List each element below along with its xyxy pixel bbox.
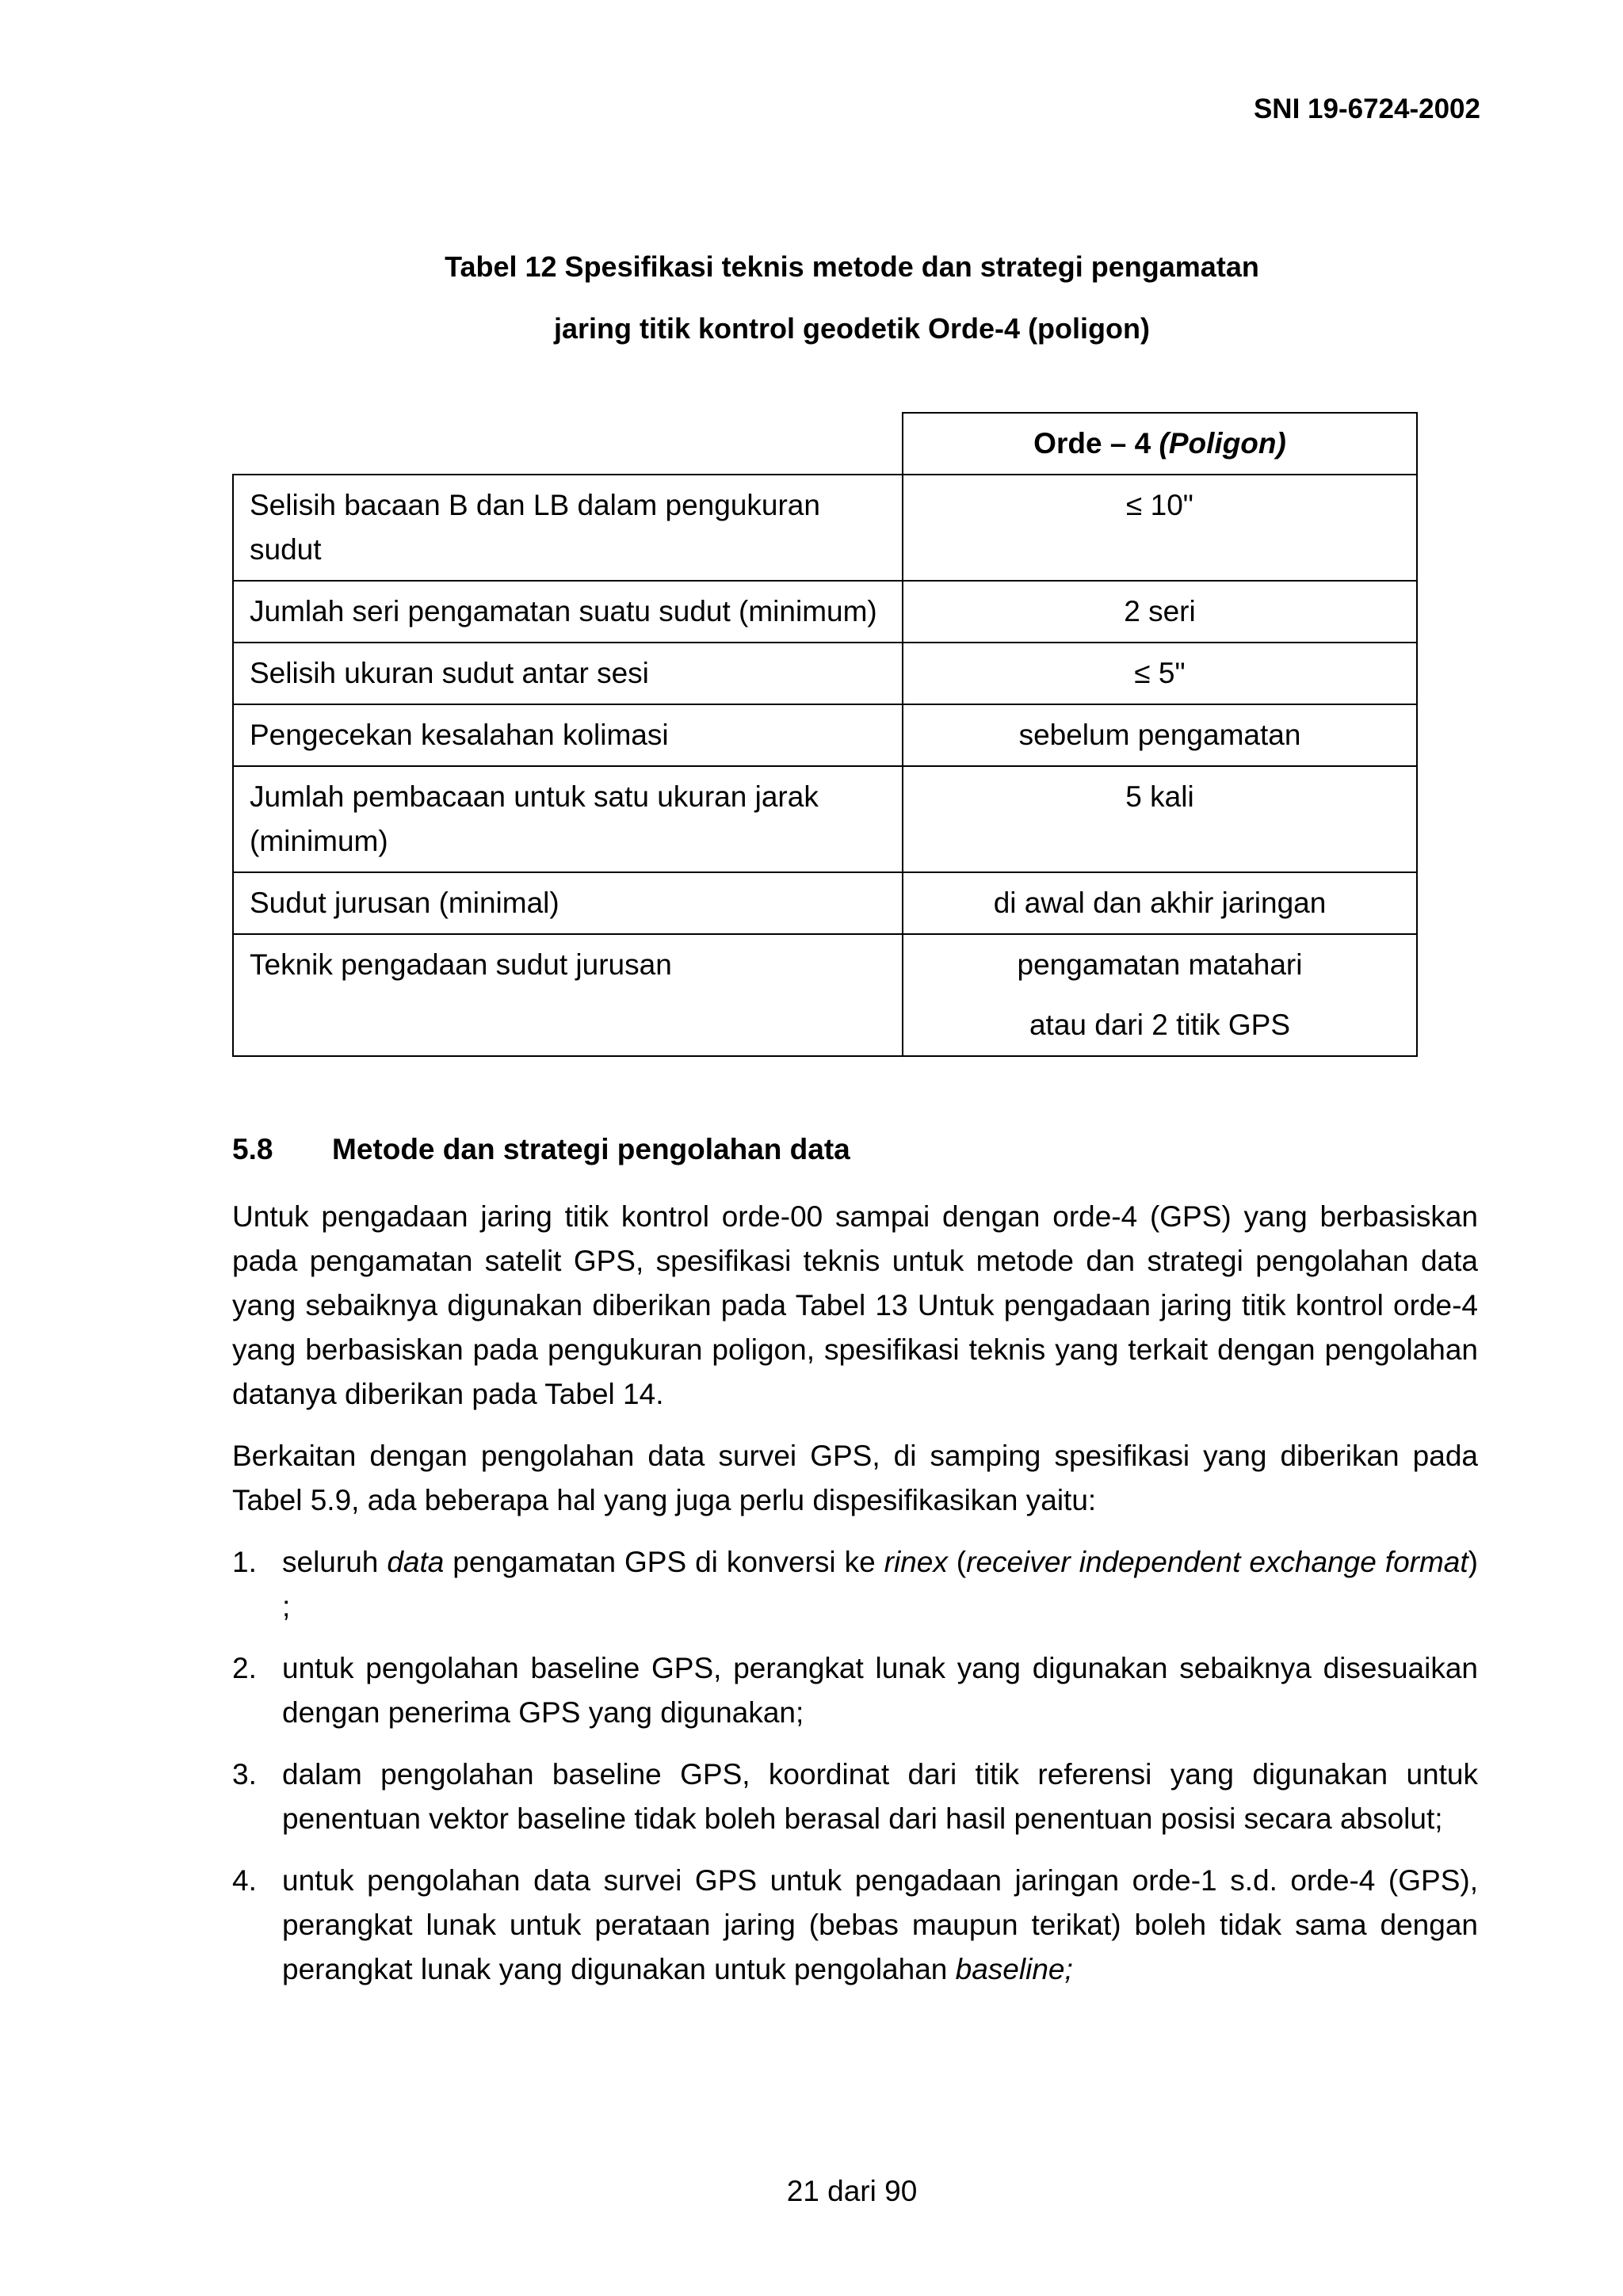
list-item-number: 4. (232, 1864, 257, 1897)
list-item: 1. seluruh data pengamatan GPS di konversi ke rinex (receiver independent exchange format) ; (232, 1540, 1478, 1629)
table-row-value: sebelum pengamatan (903, 704, 1417, 766)
table-row-value-line-2: atau dari 2 titik GPS (1029, 1009, 1291, 1041)
table-caption-line-2: jaring titik kontrol geodetik Orde-4 (poligon) (553, 312, 1150, 345)
list-item: 4. untuk pengolahan data survei GPS untuk pengadaan jaringan orde-1 s.d. orde-4 (GPS), perangkat lunak untuk perataan jaring (bebas maupun terikat) boleh tidak sama dengan perangkat lunak yang digunakan untuk pengolahan baseline; (232, 1859, 1478, 1992)
paragraph: Berkaitan dengan pengolahan data survei GPS, di samping spesifikasi yang diberikan pada Tabel 5.9, ada beberapa hal yang juga perlu dispesifikasikan yaitu: (232, 1440, 1478, 1516)
table-column-header: Orde – 4 (Poligon) (903, 413, 1417, 475)
table-row-label: Selisih bacaan B dan LB dalam pengukuran sudut (233, 475, 903, 581)
table-row-value (903, 934, 1417, 1056)
table-row-value-line-1: pengamatan matahari (1017, 948, 1303, 981)
table-row-label: Sudut jurusan (minimal) (233, 872, 903, 934)
table-row-value: 2 seri (903, 581, 1417, 643)
table-header-row (233, 413, 1417, 475)
table-row-label: Selisih ukuran sudut antar sesi (233, 643, 903, 704)
table-row (233, 766, 1417, 872)
paragraph: Untuk pengadaan jaring titik kontrol orde-00 sampai dengan orde-4 (GPS) yang berbasiskan pada pengamatan satelit GPS, spesifikasi teknis untuk metode dan strategi pengolahan data yang sebaiknya digunakan diberikan pada Tabel 13 Untuk pengadaan jaring titik kontrol orde-4 yang berbasiskan pada pengukuran poligon, spesifikasi teknis yang terkait dengan pengolahan datanya diberikan pada Tabel 14. (232, 1200, 1478, 1410)
list-item: 2. untuk pengolahan baseline GPS, perangkat lunak yang digunakan sebaiknya disesuaikan dengan penerima GPS yang digunakan; (232, 1646, 1478, 1735)
table-caption (0, 236, 1623, 360)
page-number: 21 dari 90 (786, 2175, 918, 2207)
list-item-number: 1. (232, 1546, 257, 1578)
table-row-label: Pengecekan kesalahan kolimasi (233, 704, 903, 766)
table-row-value: di awal dan akhir jaringan (903, 872, 1417, 934)
table-row-value: ≤ 10" (903, 475, 1417, 581)
section-title: Metode dan strategi pengolahan data (332, 1133, 850, 1165)
numbered-list (232, 1540, 1478, 1992)
table-row (233, 704, 1417, 766)
list-item-number: 3. (232, 1758, 257, 1791)
table-row-label: Jumlah pembacaan untuk satu ukuran jarak (minimum) (233, 766, 903, 872)
section-heading (232, 1133, 850, 1166)
section-body (232, 1195, 1478, 2009)
table-header-empty-cell (233, 413, 903, 475)
table-row-value: 5 kali (903, 766, 1417, 872)
specification-table (232, 412, 1418, 1057)
table-row-value: ≤ 5" (903, 643, 1417, 704)
table-row (233, 643, 1417, 704)
list-item: 3. dalam pengolahan baseline GPS, koordinat dari titik referensi yang digunakan untuk penentuan vektor baseline tidak boleh berasal dari hasil penentuan posisi secara absolut; (232, 1753, 1478, 1841)
table-row-label: Jumlah seri pengamatan suatu sudut (minimum) (233, 581, 903, 643)
table-row-label: Teknik pengadaan sudut jurusan (233, 934, 903, 1056)
table-row (233, 475, 1417, 581)
table-row (233, 934, 1417, 1056)
section-number: 5.8 (232, 1133, 273, 1165)
list-item-number: 2. (232, 1652, 257, 1684)
table-caption-line-1: Tabel 12 Spesifikasi teknis metode dan strategi pengamatan (445, 250, 1259, 283)
table-row (233, 581, 1417, 643)
table-row (233, 872, 1417, 934)
document-code: SNI 19-6724-2002 (1253, 93, 1480, 124)
